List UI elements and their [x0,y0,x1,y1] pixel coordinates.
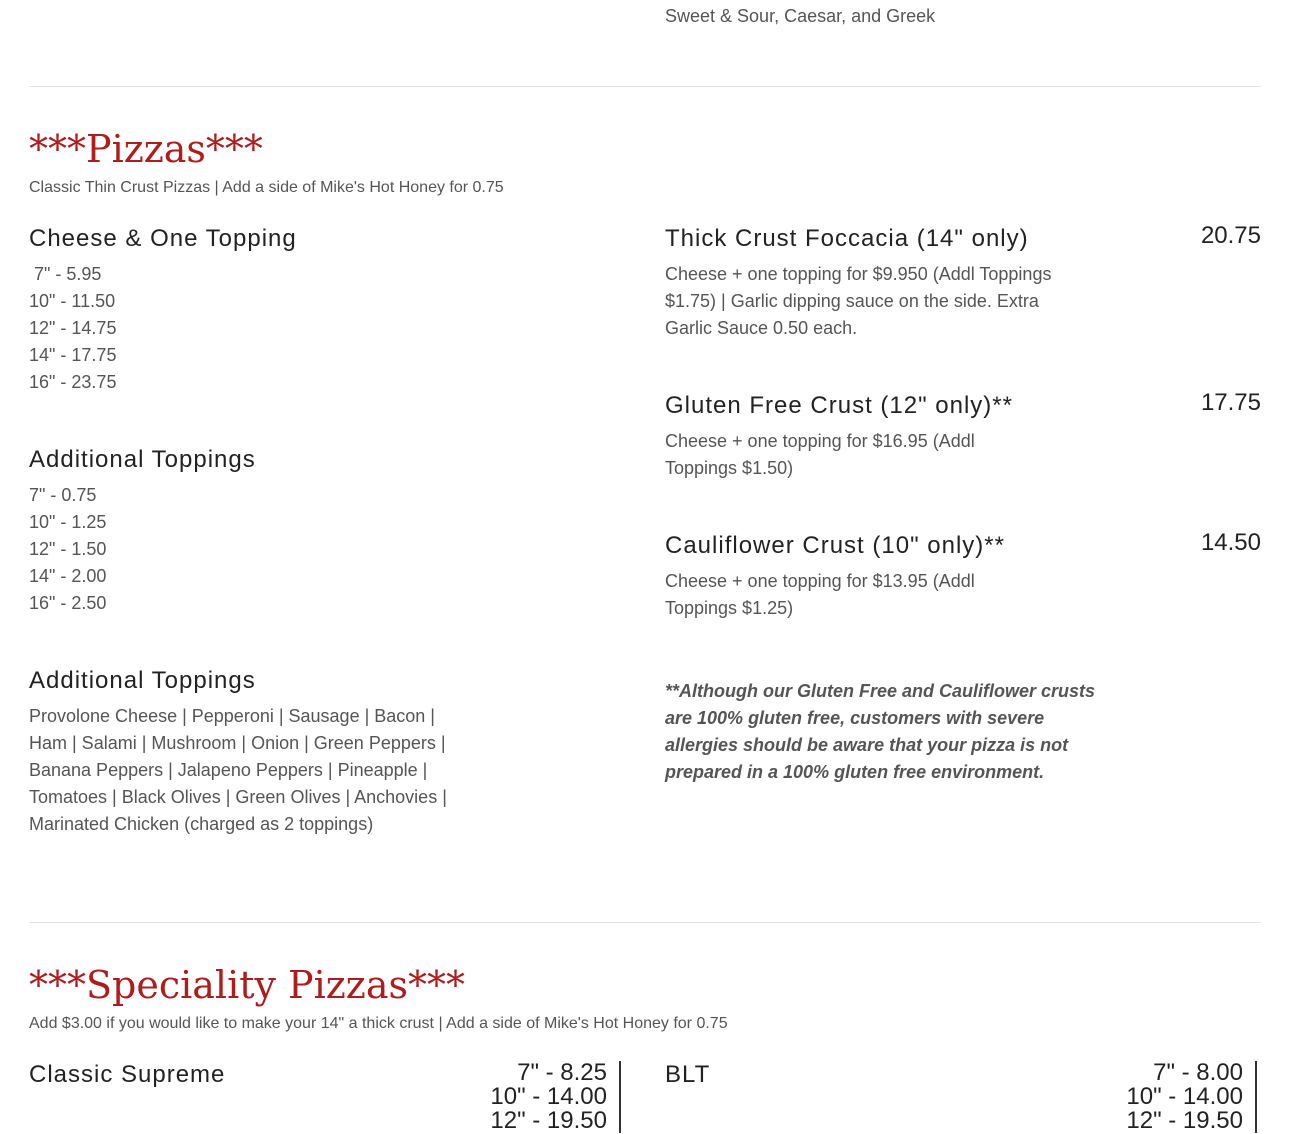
item-title: Gluten Free Crust (12" only)** [665,392,1013,419]
size-price-line: 7" - 0.75 [29,485,97,505]
section-divider [29,922,1261,923]
section-title-speciality: ***Speciality Pizzas*** [29,963,465,1007]
item-price: 20.75 [1200,222,1261,249]
size-price-list [490,1061,621,1133]
size-price-line: 7" - 5.95 [29,264,102,284]
size-price-list [29,482,106,617]
salad-dressings-fragment: Sweet & Sour, Caesar, and Greek [665,6,936,26]
item-price: 17.75 [1200,389,1261,416]
size-price-line: 10" - 11.50 [29,291,116,311]
item-title: Additional Toppings [29,667,256,694]
section-divider [29,86,1261,87]
section-title-pizzas: ***Pizzas*** [29,127,263,171]
size-price-line: 14" - 2.00 [29,566,107,586]
item-title: BLT [665,1061,711,1088]
size-price-line: 10" - 14.00 [1126,1083,1243,1110]
size-price-line: 7" - 8.25 [517,1059,607,1086]
size-price-line: 14" - 17.75 [29,345,117,365]
size-price-line: 16" - 23.75 [29,372,117,392]
item-description: Cheese + one topping for $16.95 (Addl Toppings $1.50) [665,431,975,478]
size-price-line: 12" - 1.50 [29,539,107,559]
item-description: Cheese + one topping for $13.95 (Addl Toppings $1.25) [665,571,975,618]
item-description: Provolone Cheese | Pepperoni | Sausage | Bacon | Ham | Salami | Mushroom | Onion | Green Peppers | Banana Peppers | Jalapeno Peppers | Pineapple | Tomatoes | Black Olives | Green Olives | Anchovies | Marinated Chicken (charged as 2 toppings) [29,706,447,834]
section-subtitle-speciality: Add $3.00 if you would like to make your 14" a thick crust | Add a side of Mike's Hot Honey for 0.75 [29,1015,728,1032]
item-description: Cheese + one topping for $9.950 (Addl Toppings $1.75) | Garlic dipping sauce on the side. Extra Garlic Sauce 0.50 each. [665,264,1052,338]
size-price-line: 12" - 19.50 [1126,1107,1243,1134]
size-price-list [29,261,116,396]
size-price-line: 10" - 14.00 [490,1083,607,1110]
item-title: Additional Toppings [29,446,256,473]
item-title: Cauliflower Crust (10" only)** [665,532,1005,559]
item-title: Cheese & One Topping [29,225,297,252]
item-title: Thick Crust Foccacia (14" only) [665,225,1029,252]
allergy-note: **Although our Gluten Free and Cauliflower crusts are 100% gluten free, customers with severe allergies should be aware that your pizza is not prepared in a 100% gluten free environment. [665,681,1096,782]
item-title: Classic Supreme [29,1061,226,1088]
size-price-line: 12" - 14.75 [29,318,117,338]
section-subtitle-pizzas: Classic Thin Crust Pizzas | Add a side of Mike's Hot Honey for 0.75 [29,179,504,196]
item-price: 14.50 [1200,529,1261,556]
size-price-line: 12" - 19.50 [490,1107,607,1134]
size-price-line: 7" - 8.00 [1153,1059,1243,1086]
size-price-line: 10" - 1.25 [29,512,107,532]
size-price-line: 16" - 2.50 [29,593,107,613]
size-price-list [1126,1061,1257,1133]
